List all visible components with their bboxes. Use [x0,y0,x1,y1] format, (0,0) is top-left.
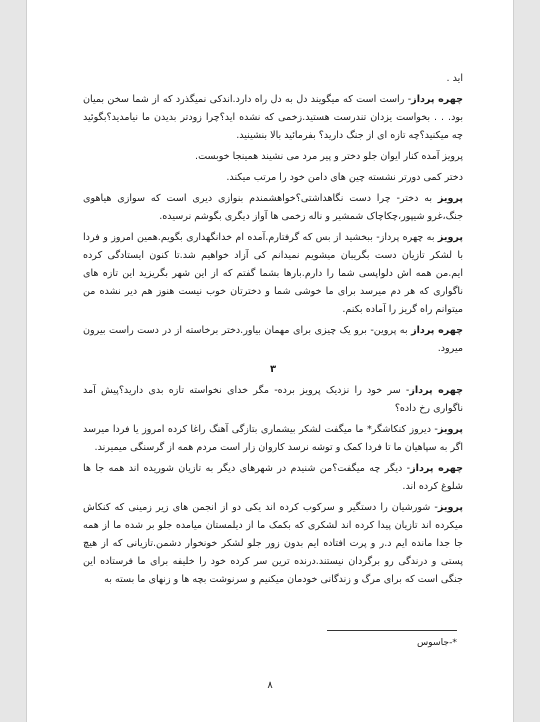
paragraph-text: به پروین- برو یک چیزی برای مهمان بیاور.دختر برخاسته از در دست راست بیرون میرود. [83,325,463,354]
paragraph-text: دختر کمی دورتر نشسته چین های دامن خود را مرتب میکند. [226,172,463,183]
speaker-name: چهره پرداز [411,94,463,105]
page-number: ۸ [267,680,273,691]
footnote: *-جاسوس [416,637,457,648]
paragraph-text: به دختر- چرا دست نگاهداشتی؟خواهشمندم بنوازی دیری است که سوازی هیاهوی جنگ،غرو شیپور،چکاچاک شمشیر و ناله زخمی ها آواز دیگری بگوشم نرسیده. [83,193,463,222]
paragraph-group [83,382,463,589]
paragraph [83,229,463,319]
paragraph-text: اید . [446,73,463,84]
speaker-name: پرویز [437,502,463,513]
paragraph-text: پرویز آمده کنار ایوان جلو دختر و پیر مرد می نشیند همینجا خوبست. [195,151,463,162]
paragraph [83,70,463,88]
paragraph-text: - دیگر چه میگفت؟من شنیدم در شهرهای دیگر به تازیان شوریده اند همه جا ها شلوغ کرده اند. [83,463,463,492]
speaker-name: پرویز [437,424,463,435]
paragraph-group [83,70,463,358]
paragraph [83,421,463,457]
paragraph [83,148,463,166]
paragraph [83,499,463,589]
paragraph [83,322,463,358]
speaker-name: پرویز [437,193,463,204]
paragraph [83,91,463,145]
speaker-name: چهره پرداز [411,325,463,336]
speaker-name: چهره پرداز [409,385,464,396]
paragraph [83,169,463,187]
paragraph [83,460,463,496]
paragraph [83,382,463,418]
paragraph-text: به چهره پرداز- ببخشید از بس که گرفتارم.آمده ام خدانگهداری بگویم.همین امروز و فردا با لشکر تازیان دست بگریبان میشویم نمیدانم کی آزاد خواهیم شد.تا کنون ایستادگی کرده ایم.من همه اش دلواپسی شما را دارم.بارها بشما گفتم که از این شهر بگریزید این تازه های ناگواری که هر دم میرسد برای ما خوشی شما و دخترتان خوب نیست هنوز هم دیر نشده من میتوانم راه گریز را آماده بکنم. [83,232,463,315]
paragraph-text: - راست است که میگویند دل به دل راه دارد.اندکی نمیگذرد که از شما سخن بمیان بود. . . بخواست یزدان تندرست هستید.زخمی که نشده اید؟چرا زودتر بدیدن ما نیامدید؟بگوئید چه میکنید؟چه تازه ای از جنگ دارید؟ بفرمائید بالا بنشینید. [83,94,463,141]
document-page [26,0,514,722]
speaker-name: چهره پرداز [410,463,464,474]
footnote-separator [327,630,457,631]
page-body [83,70,463,592]
section-number: ۳ [269,364,277,375]
paragraph-text: - سر خود را نزدیک پرویز برده- مگر خدای نخواسته تازه بدی دارید؟پیش آمد ناگواری رخ داده؟ [83,385,463,414]
paragraph-text: - دیروز کنکاشگر* ما میگفت لشکر بیشماری بتازگی آهنگ راغا کرده امروز یا فردا میرسد اگر به سپاهیان ما تا فردا کمک و توشه نرسد کاروان زار است مردم همه از گرسنگی میمیرند. [83,424,463,453]
paragraph [83,190,463,226]
speaker-name: پرویز [437,232,463,243]
paragraph-text: - شورشیان را دستگیر و سرکوب کرده اند یکی دو از انجمن های زیر زمینی که کنکاش میکرده اند تازیان پیدا کرده اند لشکری که بکمک ما از دیلمستان میامده جلو بر شده ما از همه جا جدا مانده ایم د.ر و پرت افتاده ایم بدون زور جلو لشکر خونخوار دشمن.تازیانی که از هیچ پستی و درندگی رو برگردان نیستند.درنده ترین سر کرده خود را خلیفه برای ما فرستاده این جنگی است که برای مرگ و زندگانی خودمان میکنیم و سرنوشت بچه ها و زنهای ما بسته به [83,502,463,585]
